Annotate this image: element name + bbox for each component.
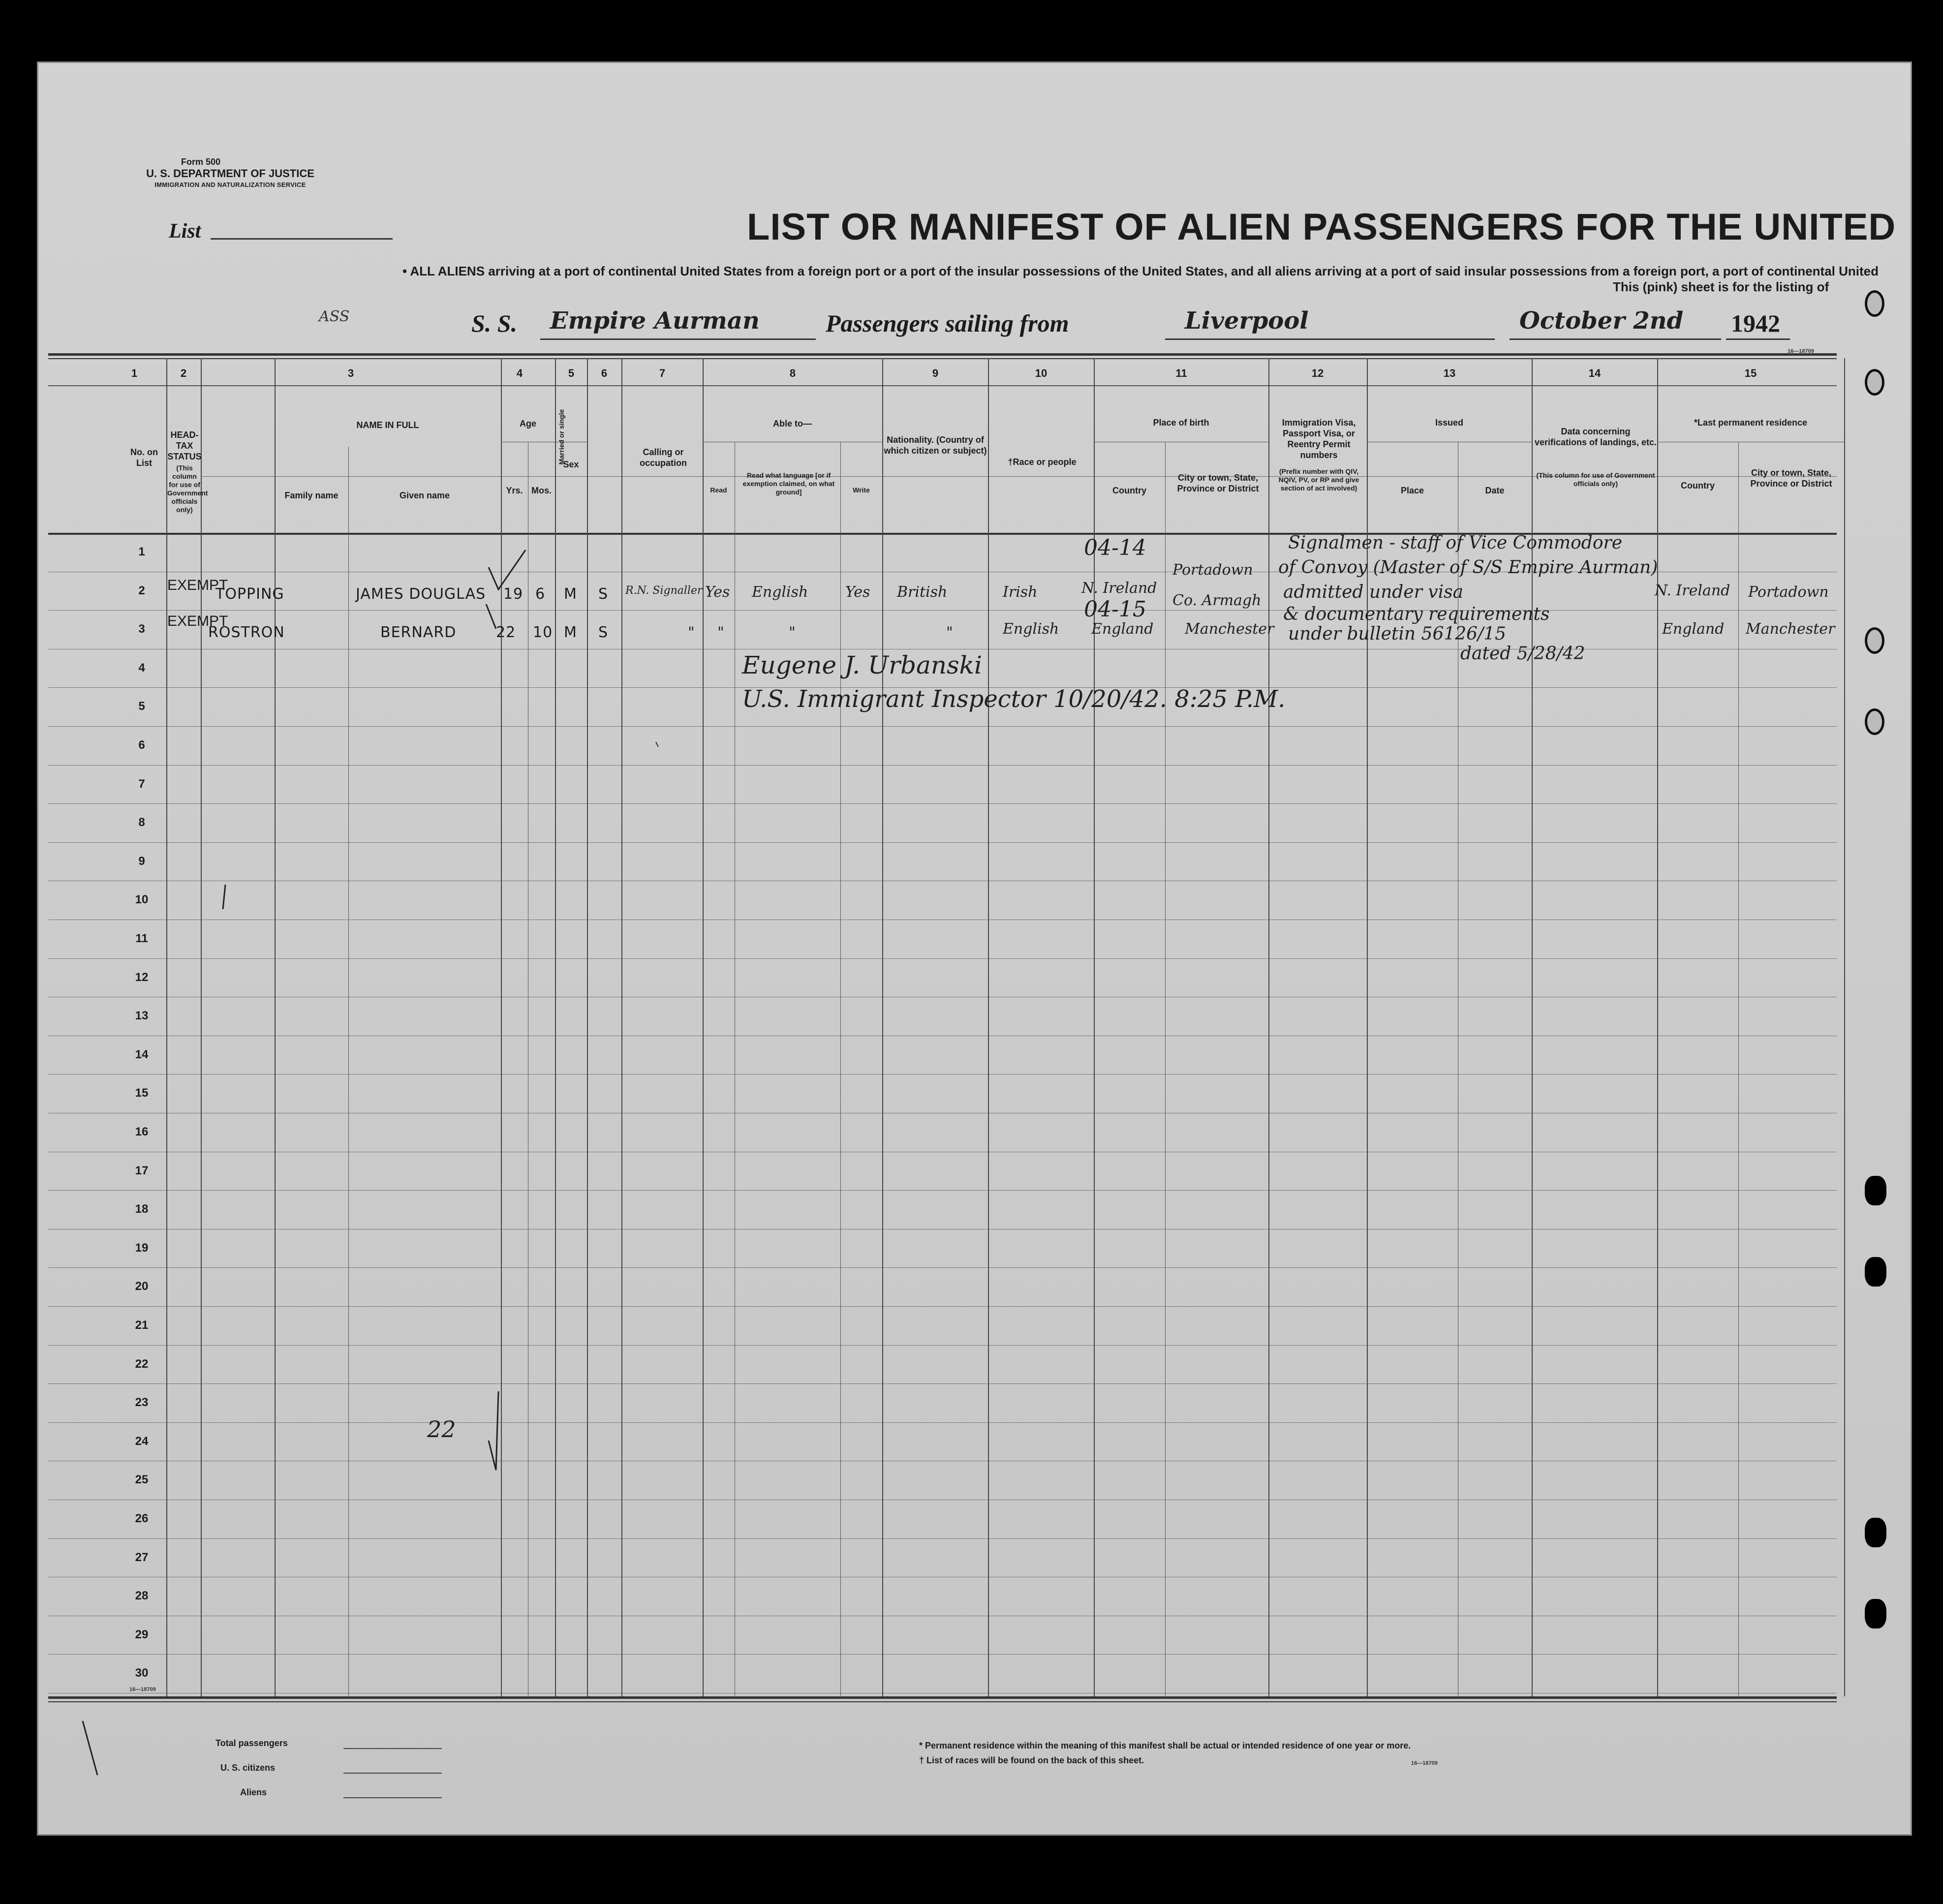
col-number-3: 3 <box>347 367 354 379</box>
department-name: U. S. DEPARTMENT OF JUSTICE <box>146 167 314 180</box>
us-citizens-label: U. S. citizens <box>220 1763 276 1773</box>
passenger-2-language: " <box>789 624 796 641</box>
subtitle-2: This (pink) sheet is for the listing of <box>1613 279 1829 294</box>
passenger-1-birth-city: Portadown Co. Armagh <box>1172 561 1262 609</box>
header-yrs: Yrs. <box>506 486 523 495</box>
col-number-12: 12 <box>1311 367 1324 379</box>
row-number: 29 <box>135 1628 149 1641</box>
header-data-landings: Data concerning verifications of landings, etc. <box>1534 427 1657 447</box>
sailing-label: Passengers sailing from <box>826 309 1069 337</box>
header-head-tax-note: (This column for use of Government officials only) <box>167 464 208 514</box>
passenger-2-given-name: BERNARD <box>380 624 457 641</box>
list-label: List <box>169 220 201 243</box>
ship-name: Empire Aurman <box>550 307 760 335</box>
header-res-city: City or town, State, Province or District <box>1750 468 1832 489</box>
port-name: Liverpool <box>1185 307 1309 335</box>
binder-hole <box>1865 627 1884 654</box>
passenger-2-race: English <box>1003 620 1059 638</box>
row-number: 18 <box>135 1202 149 1216</box>
ss-label: S. S. <box>471 309 518 337</box>
passenger-1-family-name: TOPPING <box>216 585 284 603</box>
row-number: 2 <box>138 584 145 597</box>
remark-line-6: dated 5/28/42 <box>1460 644 1585 664</box>
row-number: 21 <box>135 1319 149 1332</box>
row-number: 9 <box>138 855 145 868</box>
header-able-to: Able to— <box>773 419 812 429</box>
passenger-2-head-tax: EXEMPT <box>167 613 228 629</box>
passenger-1-head-tax: EXEMPT <box>167 577 228 593</box>
col-number-6: 6 <box>601 367 608 379</box>
passenger-1-mos: 6 <box>535 585 546 603</box>
header-read-language: Read what language [or if exemption claimed, on what ground] <box>742 471 835 496</box>
passenger-1-yrs: 19 <box>503 585 524 603</box>
passenger-2-calling: " <box>688 624 695 641</box>
col-number-1: 1 <box>131 367 138 379</box>
print-code: 16—18709 <box>1788 348 1814 354</box>
remark-line-4: & documentary requirements <box>1283 604 1550 624</box>
col-number-9: 9 <box>932 367 939 379</box>
row-number: 27 <box>135 1551 149 1564</box>
binder-hole <box>1865 708 1884 735</box>
header-nationality: Nationality. (Country of which citizen or subject) <box>884 435 987 456</box>
remark-line-5: under bulletin 56126/15 <box>1288 624 1507 644</box>
row-number: 4 <box>138 661 145 675</box>
header-age: Age <box>519 419 536 429</box>
passenger-1-status: S <box>598 585 609 603</box>
passenger-2-yrs: 22 <box>496 624 516 641</box>
header-res-country: Country <box>1681 481 1715 491</box>
row-number: 17 <box>135 1164 149 1177</box>
header-married: Married or single <box>557 409 565 465</box>
sailing-date: October 2nd <box>1519 307 1684 335</box>
remark-line-3: admitted under visa <box>1283 582 1464 602</box>
header-data-note: (This column for use of Government officials only) <box>1536 471 1655 488</box>
header-given-name: Given name <box>399 491 450 500</box>
row-number: 28 <box>135 1589 149 1602</box>
remark-line-1: Signalmen - staff of Vice Commodore <box>1288 533 1623 553</box>
binder-hole <box>1865 1176 1886 1205</box>
header-read: Read <box>710 486 727 494</box>
header-write: Write <box>853 486 870 494</box>
header-issued-place: Place <box>1400 486 1424 495</box>
header-issued: Issued <box>1435 418 1464 428</box>
us-citizens-line <box>343 1773 442 1774</box>
row-number: 20 <box>135 1280 149 1293</box>
footnote-races: † List of races will be found on the back of this sheet. <box>919 1755 1144 1765</box>
passenger-1-write: Yes <box>845 583 870 601</box>
row-number: 24 <box>135 1435 149 1448</box>
row-print-code: 16—18709 <box>129 1687 156 1692</box>
row-number: 10 <box>135 893 149 906</box>
form-number: Form 500 <box>181 157 221 167</box>
aliens-label: Aliens <box>240 1787 267 1797</box>
passenger-1-res-country: N. Ireland <box>1655 582 1730 599</box>
binder-hole <box>1865 290 1884 317</box>
row-number: 25 <box>135 1473 149 1486</box>
passenger-2-birth-country: England <box>1091 620 1154 638</box>
passenger-2-status: S <box>598 624 609 641</box>
passenger-1-sex: M <box>564 585 577 603</box>
row-number: 12 <box>135 971 149 984</box>
passenger-2-res-city: Manchester <box>1746 620 1835 638</box>
row-number: 13 <box>135 1009 149 1022</box>
row-number: 8 <box>138 816 145 829</box>
passenger-1-birth-country: N. Ireland <box>1081 580 1157 597</box>
row-number: 11 <box>135 932 148 945</box>
row-number: 19 <box>135 1241 149 1255</box>
birth-code-2: 04-15 <box>1084 597 1146 622</box>
header-race: †Race or people <box>1008 457 1077 467</box>
header-sex: Sex <box>563 460 579 469</box>
footer-print-code: 16—18709 <box>1411 1760 1438 1766</box>
passenger-1-read: Yes <box>705 583 730 601</box>
header-mos: Mos. <box>531 486 552 495</box>
passenger-2-birth-city: Manchester <box>1185 620 1274 638</box>
row-number: 30 <box>135 1666 149 1680</box>
row-number: 16 <box>135 1125 149 1138</box>
row-number: 3 <box>138 622 145 636</box>
passenger-1-nationality: British <box>897 583 948 601</box>
passenger-2-res-country: England <box>1662 620 1725 638</box>
passenger-2-sex: M <box>564 624 577 641</box>
header-visa-note: (Prefix number with QIV, NQIV, PV, or RP and give section of act involved) <box>1278 467 1359 492</box>
col-number-8: 8 <box>789 367 796 379</box>
header-issued-date: Date <box>1485 486 1505 495</box>
stamp-mark: ASS <box>319 308 350 325</box>
total-passengers-line <box>343 1748 442 1749</box>
birth-code-1: 04-14 <box>1084 535 1146 560</box>
manifest-sheet <box>37 61 1912 1836</box>
passenger-2-nationality: " <box>946 624 953 641</box>
header-name-in-full: NAME IN FULL <box>356 420 419 430</box>
passenger-1-race: Irish <box>1003 583 1038 601</box>
row-number: 5 <box>138 700 145 713</box>
sailing-year: 1942 <box>1731 309 1780 337</box>
total-passengers-label: Total passengers <box>216 1738 288 1748</box>
header-place-of-birth: Place of birth <box>1153 418 1209 428</box>
binder-hole <box>1865 369 1884 396</box>
header-birth-country: Country <box>1112 486 1146 495</box>
row-number: 7 <box>138 777 145 791</box>
binder-hole <box>1865 1518 1886 1547</box>
row-number: 6 <box>138 738 145 752</box>
col-number-14: 14 <box>1588 367 1601 379</box>
footnote-residence: * Permanent residence within the meaning of this manifest shall be actual or intended residence of one year or more. <box>919 1741 1411 1750</box>
passenger-2-family-name: ROSTRON <box>208 624 285 641</box>
col-number-4: 4 <box>516 367 523 379</box>
header-no-on-list: No. on List <box>130 447 158 468</box>
col-number-5: 5 <box>568 367 575 379</box>
row-number: 23 <box>135 1396 149 1409</box>
page-count: 22 <box>427 1416 456 1443</box>
row-number: 26 <box>135 1512 149 1525</box>
passenger-1-calling: R.N. Signaller <box>625 584 703 597</box>
passenger-1-res-city: Portadown <box>1748 583 1829 601</box>
row-number: 15 <box>135 1086 149 1100</box>
col-number-2: 2 <box>180 367 187 379</box>
inspector-name: Eugene J. Urbanski <box>742 651 982 679</box>
passenger-2-read: " <box>717 624 724 641</box>
binder-hole <box>1865 1599 1886 1628</box>
service-name: IMMIGRATION AND NATURALIZATION SERVICE <box>154 181 306 188</box>
header-calling: Calling or occupation <box>639 447 687 468</box>
row-number: 14 <box>135 1048 149 1061</box>
remark-line-2: of Convoy (Master of S/S Empire Aurman) <box>1278 557 1658 578</box>
page-title: LIST OR MANIFEST OF ALIEN PASSENGERS FOR THE UNITED <box>747 206 1896 248</box>
col-number-7: 7 <box>659 367 666 379</box>
col-number-11: 11 <box>1175 367 1187 379</box>
subtitle: • ALL ALIENS arriving at a port of continental United States from a foreign port or a port of the insular possessions of the United States, and all aliens arriving at a port of said insular possessions from a foreign port, a port of continental United <box>402 264 1879 278</box>
header-last-residence: *Last permanent residence <box>1694 418 1808 428</box>
header-head-tax: HEAD-TAX STATUS <box>167 430 202 461</box>
passenger-2-mos: 10 <box>533 624 553 641</box>
inspector-title: U.S. Immigrant Inspector 10/20/42. 8:25 P.M. <box>742 685 1286 713</box>
header-birth-city: City or town, State, Province or District <box>1177 473 1259 493</box>
passenger-1-given-name: JAMES DOUGLAS <box>356 585 486 603</box>
tick-marks <box>38 63 1911 1834</box>
row-number: 22 <box>135 1357 149 1371</box>
aliens-line <box>343 1797 442 1798</box>
col-number-13: 13 <box>1443 367 1456 379</box>
header-family-name: Family name <box>284 491 339 500</box>
row-number: 1 <box>138 545 145 558</box>
header-visa: Immigration Visa, Passport Visa, or Reentry Permit numbers <box>1282 418 1356 460</box>
passenger-1-language: English <box>752 583 808 601</box>
col-number-15: 15 <box>1744 367 1757 379</box>
binder-hole <box>1865 1257 1886 1287</box>
col-number-10: 10 <box>1035 367 1048 379</box>
